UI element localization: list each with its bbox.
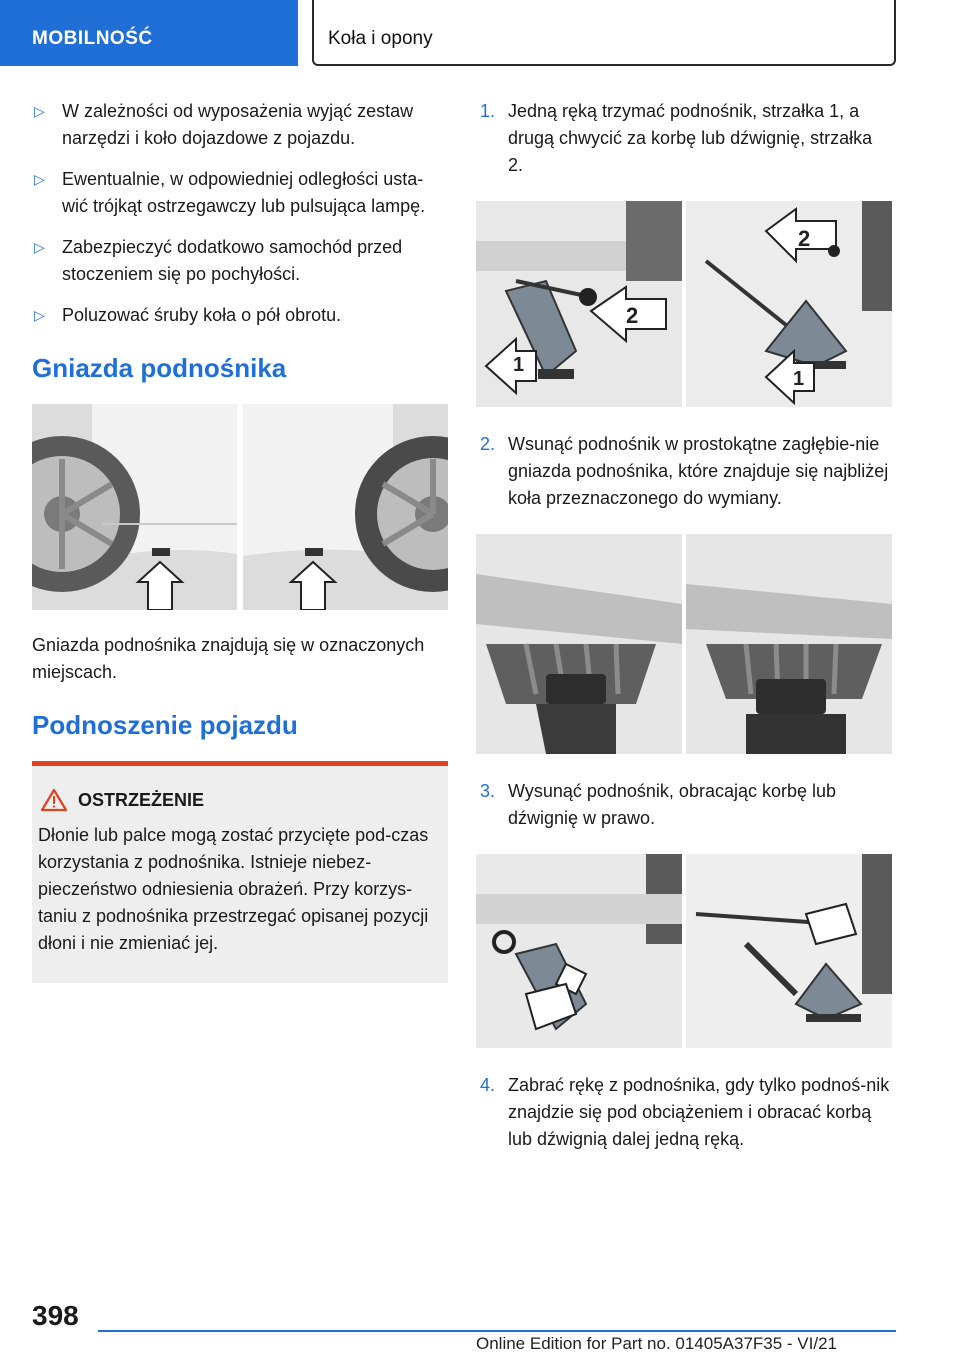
step-number: 3. — [480, 781, 496, 801]
triangle-right-icon: ▷ — [34, 171, 45, 187]
header-chapter-tab — [312, 0, 896, 66]
bullet-text: Poluzować śruby koła o pół obrotu. — [62, 305, 342, 325]
step-item — [476, 98, 892, 179]
step-item — [476, 778, 892, 832]
header-section-label: MOBILNOŚĆ — [32, 28, 153, 49]
warning-text: Dłonie lub palce mogą zostać przycięte pod-czas korzystania z podnośnika. Istnieje niebez-pieczeństwo odniesienia obrażeń. Przy korzys-taniu z podnośnika przestrzegać opisanej pozycji dłoni i nie zmieniać jej. — [38, 825, 429, 953]
header-section-tab — [0, 0, 298, 66]
header-chapter-label: Koła i opony — [328, 28, 433, 49]
triangle-right-icon: ▷ — [34, 307, 45, 323]
footer-edition: Online Edition for Part no. 01405A37F35 - VI/21 — [476, 1334, 838, 1353]
warning-header — [40, 788, 432, 812]
step-item — [476, 1072, 892, 1153]
jack-point-rear-image — [243, 404, 448, 610]
step-text: Wysunąć podnośnik, obracając korbę lub dźwignię w prawo. — [508, 781, 837, 828]
bullet-text: Zabezpieczyć dodatkowo samochód przed stoczeniem się po pochyłości. — [62, 237, 403, 284]
step-text: Wsunąć podnośnik w prostokątne zagłębie-nie gniazda podnośnika, które znajduje się najbliżej koła przeznaczonego do wymiany. — [508, 434, 889, 508]
step-3-image-right — [686, 854, 892, 1048]
bullet-text: Ewentualnie, w odpowiedniej odległości usta-wić trójkąt ostrzegawczy lub pulsująca lampę. — [62, 169, 426, 216]
right-column — [476, 98, 892, 1153]
step-text: Zabrać rękę z podnośnika, gdy tylko podnoś-nik znajdzie się pod obciążeniem i obracać korbą lub dźwignią dalej jedną ręką. — [508, 1075, 890, 1149]
triangle-right-icon: ▷ — [34, 239, 45, 255]
heading-lifting: Podnoszenie pojazdu — [32, 710, 298, 740]
arrow-label: 2 — [798, 226, 811, 251]
step-item — [476, 431, 892, 512]
step-1-image-left — [476, 201, 682, 407]
step-2-image-left — [476, 534, 682, 754]
step-text: Jedną ręką trzymać podnośnik, strzałka 1, a drugą chwycić za korbę lub dźwignię, strzałka 2. — [508, 101, 873, 175]
jack-points-caption: Gniazda podnośnika znajdują się w oznaczonych miejscach. — [32, 635, 425, 682]
triangle-right-icon: ▷ — [34, 103, 45, 119]
arrow-label: 1 — [513, 354, 525, 376]
step-1-figure — [476, 201, 892, 407]
step-number: 1. — [480, 101, 496, 121]
jack-points-figure — [32, 404, 448, 610]
step-number: 2. — [480, 434, 496, 454]
warning-triangle-icon — [40, 788, 68, 812]
step-1-image-right — [686, 201, 892, 407]
warning-box — [32, 761, 448, 983]
page-number: 398 — [32, 1300, 79, 1331]
left-column — [32, 98, 448, 983]
footer-divider — [98, 1330, 896, 1332]
heading-jack-points: Gniazda podnośnika — [32, 353, 287, 383]
step-3-image-left — [476, 854, 682, 1048]
step-number: 4. — [480, 1075, 496, 1095]
arrow-label: 1 — [793, 368, 805, 390]
jack-point-front-image — [32, 404, 237, 610]
bullet-item — [32, 302, 448, 329]
step-2-image-right — [686, 534, 892, 754]
step-3-figure — [476, 854, 892, 1048]
bullet-item — [32, 166, 448, 220]
arrow-label: 2 — [626, 303, 639, 328]
bullet-item — [32, 234, 448, 288]
bullet-item — [32, 98, 448, 152]
step-2-figure — [476, 534, 892, 754]
warning-title: OSTRZEŻENIE — [78, 789, 205, 810]
bullet-text: W zależności od wyposażenia wyjąć zestaw narzędzi i koło dojazdowe z pojazdu. — [62, 101, 414, 148]
